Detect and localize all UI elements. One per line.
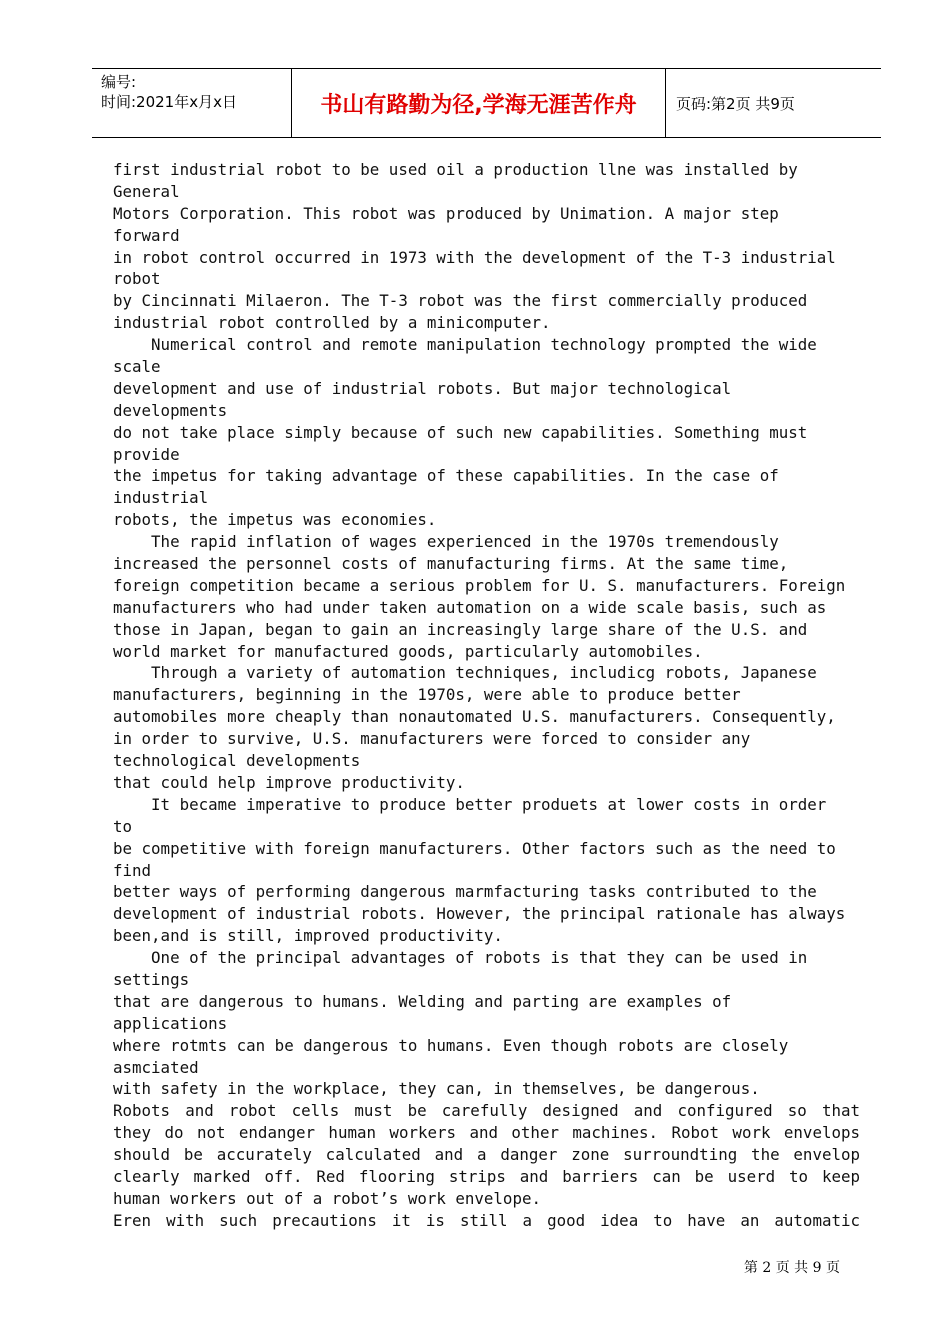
text-line: applications xyxy=(113,1013,228,1033)
text-line: industrial xyxy=(113,488,209,508)
document-number-label: 编号: xyxy=(101,73,137,91)
text-line: that are dangerous to humans. Welding and parting are examples of xyxy=(113,991,732,1011)
text-line: industrial robot controlled by a minicomputer. xyxy=(113,313,551,333)
text-line: development and use of industrial robots. But major technological xyxy=(113,378,732,398)
text-line: Through a variety of automation techniques, includicg robots, Japanese xyxy=(113,663,817,683)
text-line: robot xyxy=(113,269,161,289)
text-line: better ways of performing dangerous marmfacturing tasks contributed to the xyxy=(113,882,817,902)
text-line: that could help improve productivity. xyxy=(113,772,465,792)
text-line: been,and is still, improved productivity. xyxy=(113,926,503,946)
text-line: those in Japan, began to gain an increasingly large share of the U.S. and xyxy=(113,619,808,639)
text-line: robots, the impetus was economies. xyxy=(113,510,437,530)
text-line: provide xyxy=(113,444,180,464)
text-line: The rapid inflation of wages experienced in the 1970s tremendously xyxy=(113,532,779,552)
text-line: the impetus for taking advantage of these capabilities. In the case of xyxy=(113,466,779,486)
text-line: find xyxy=(113,860,152,880)
text-line: developments xyxy=(113,400,228,420)
text-line: world market for manufactured goods, particularly automobiles. xyxy=(113,641,703,661)
text-line: Robots and robot cells must be carefully designed and configured so that xyxy=(113,1101,860,1121)
text-line: scale xyxy=(113,357,161,377)
text-line: Eren with such precautions it is still a good idea to have an automatic xyxy=(113,1210,860,1230)
text-line: manufacturers, beginning in the 1970s, were able to produce better xyxy=(113,685,741,705)
text-line: be competitive with foreign manufacturers. Other factors such as the need to xyxy=(113,838,836,858)
text-line: should be accurately calculated and a danger zone surroundting the envelop xyxy=(113,1145,860,1165)
text-line: clearly marked off. Red flooring strips and barriers can be userd to keep xyxy=(113,1166,860,1186)
text-line: foreign competition became a serious problem for U. S. manufacturers. Foreign xyxy=(113,575,846,595)
text-line: they do not endanger human workers and other machines. Robot work envelops xyxy=(113,1123,860,1143)
text-line: increased the personnel costs of manufacturing firms. At the same time, xyxy=(113,554,789,574)
text-line: with safety in the workplace, they can, in themselves, be dangerous. xyxy=(113,1079,760,1099)
text-line: One of the principal advantages of robots is that they can be used in xyxy=(113,948,808,968)
text-line: settings xyxy=(113,969,190,989)
text-line: by Cincinnati Milaeron. The T-3 robot was the first commercially produced xyxy=(113,291,808,311)
text-line: automobiles more cheaply than nonautomated U.S. manufacturers. Consequently, xyxy=(113,707,836,727)
text-line: Motors Corporation. This robot was produced by Unimation. A major step xyxy=(113,203,779,223)
text-line: General xyxy=(113,181,180,201)
text-line: to xyxy=(113,816,133,836)
text-line: in order to survive, U.S. manufacturers were forced to consider any xyxy=(113,729,751,749)
page-header xyxy=(92,68,881,138)
text-line: development of industrial robots. However, the principal rationale has always xyxy=(113,904,846,924)
text-line: asmciated xyxy=(113,1057,199,1077)
text-line: where rotmts can be dangerous to humans. Even though robots are closely xyxy=(113,1035,789,1055)
document-time-label: 时间:2021年x月x日 xyxy=(101,93,237,111)
header-page-info: 页码:第2页 共9页 xyxy=(676,94,795,113)
text-line: Numerical control and remote manipulation technology prompted the wide xyxy=(113,335,817,355)
page-footer: 第 2 页 共 9 页 xyxy=(743,1260,840,1276)
text-line: forward xyxy=(113,225,180,245)
header-meta xyxy=(92,69,292,137)
text-line: first industrial robot to be used oil a production llne was installed by xyxy=(113,160,798,179)
header-motto: 书山有路勤为径,学海无涯苦作舟 xyxy=(292,69,666,137)
text-line: human workers out of a robot’s work envelope. xyxy=(113,1188,541,1208)
document-body xyxy=(113,159,873,1232)
text-line: It became imperative to produce better produets at lower costs in order xyxy=(113,794,827,814)
text-line: technological developments xyxy=(113,751,361,771)
text-line: in robot control occurred in 1973 with the development of the T-3 industrial xyxy=(113,247,836,267)
text-line: manufacturers who had under taken automation on a wide scale basis, such as xyxy=(113,597,827,617)
text-line: do not take place simply because of such new capabilities. Something must xyxy=(113,422,808,442)
